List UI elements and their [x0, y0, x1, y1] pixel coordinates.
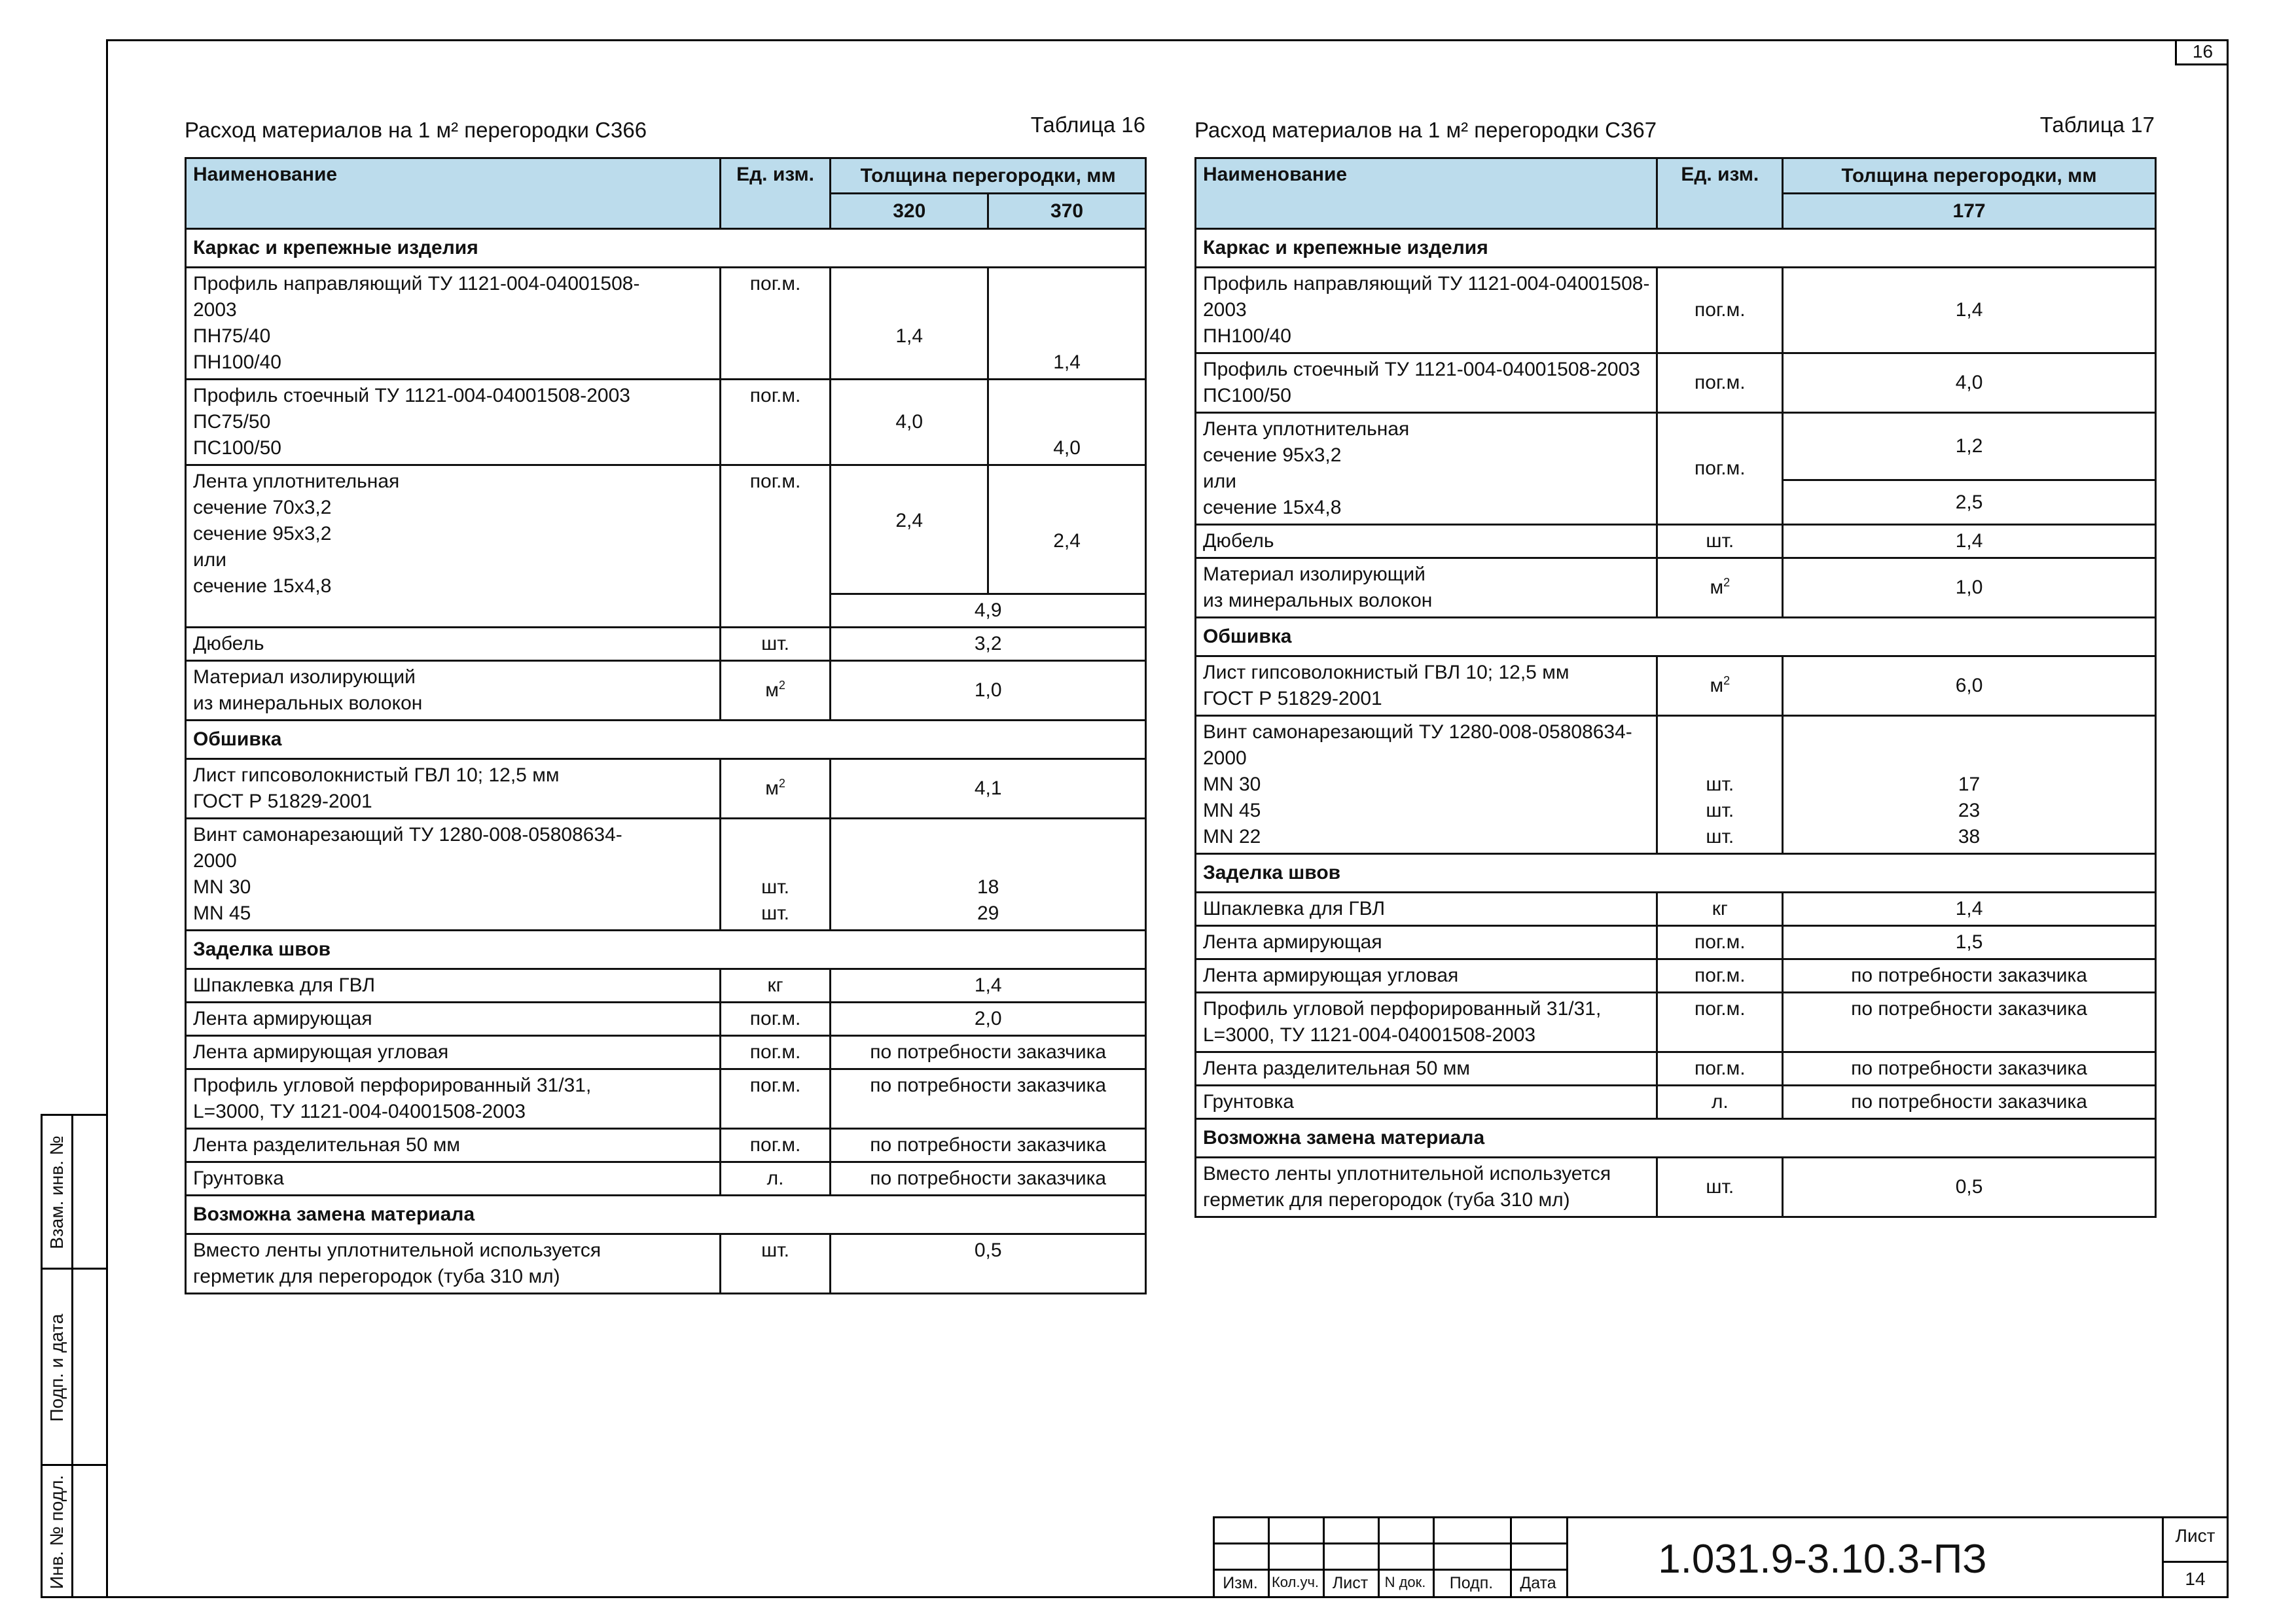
th-177: 177 [1783, 194, 2156, 229]
table-row [1196, 413, 2156, 480]
row-value-a: 1,2 [1783, 413, 2156, 480]
stamp-header-podp: Подп. [1449, 1574, 1494, 1592]
table-row [186, 1162, 1146, 1196]
row-name: Лента разделительная 50 мм [186, 1129, 721, 1162]
table-row [1196, 656, 2156, 716]
table16-number: Таблица 16 [1030, 113, 1145, 137]
table17 [1194, 157, 2157, 1218]
table-row [1196, 993, 2156, 1052]
row-unit: кг [720, 969, 831, 1003]
row-name: Лента армирующая [186, 1003, 721, 1036]
section-zadelka: Заделка швов [186, 931, 1146, 969]
row-value: по потребности заказчика [1783, 993, 2156, 1052]
row-unit: $м^2$ [720, 661, 831, 721]
th-320: 320 [831, 194, 988, 229]
section-zadelka: Заделка швов [1196, 854, 2156, 893]
table-row [1196, 268, 2156, 353]
row-name: Лента армирующая угловая [186, 1036, 721, 1069]
th-name: Наименование [1196, 158, 1657, 229]
row-unit: л. [1657, 1086, 1783, 1119]
title-block [1213, 1516, 2229, 1598]
row-name: Шпаклевка для ГВЛ [186, 969, 721, 1003]
row-unit: $м^2$ [1657, 656, 1783, 716]
section-karkas: Каркас и крепежные изделия [186, 229, 1146, 268]
row-value-370: 1,4 [988, 268, 1146, 380]
row-name: Дюбель [186, 628, 721, 661]
row-unit: шт. [1657, 1158, 1783, 1217]
table-row [186, 661, 1146, 721]
row-unit: пог.м. [1657, 993, 1783, 1052]
row-name: Вместо ленты уплотнительной используется герметик для перегородок (туба 310 мл) [1196, 1158, 1657, 1217]
table-row [186, 1069, 1146, 1129]
table-row [1196, 716, 2156, 854]
row-value-320: 4,0 [831, 380, 988, 465]
row-unit: пог.м. [1657, 1052, 1783, 1086]
row-value: 1,4 [831, 969, 1146, 1003]
row-unit: пог.м. [720, 380, 831, 465]
table17-number: Таблица 17 [2039, 113, 2155, 137]
th-unit: Ед. изм. [720, 158, 831, 229]
table-row [186, 1129, 1146, 1162]
row-name: Материал изолирующий из минеральных волокон [186, 661, 721, 721]
row-unit: шт. [720, 628, 831, 661]
stamp-header-data: Дата [1520, 1574, 1556, 1592]
table-row [1196, 525, 2156, 558]
row-unit: пог.м. [1657, 926, 1783, 959]
stamp-header-izm: Изм. [1223, 1574, 1258, 1592]
row-value: 1,4 [1783, 268, 2156, 353]
section-zamena: Возможна замена материала [1196, 1119, 2156, 1158]
row-value: 1,5 [1783, 926, 2156, 959]
side-cell-inv [43, 1466, 106, 1598]
row-value-b: 2,5 [1783, 480, 2156, 525]
side-cell-podp [43, 1270, 106, 1466]
row-unit: шт. [1657, 525, 1783, 558]
row-name: Лента разделительная 50 мм [1196, 1052, 1657, 1086]
table-row [186, 465, 1146, 594]
table-row [1196, 558, 2156, 618]
row-value: 1,0 [831, 661, 1146, 721]
table-row [186, 969, 1146, 1003]
table16 [185, 157, 1147, 1294]
row-value-320: 2,4 [831, 465, 988, 594]
row-name: Винт самонарезающий ТУ 1280-008-05808634- 2000 MN 30 MN 45 MN 22 [1196, 716, 1657, 854]
stamp-header-list: Лист [1332, 1574, 1369, 1592]
row-value: по потребности заказчика [1783, 1086, 2156, 1119]
stamp-header-koluch: Кол.уч. [1271, 1574, 1319, 1590]
row-value: 0,5 [1783, 1158, 2156, 1217]
row-unit: пог.м. [720, 1129, 831, 1162]
section-zamena: Возможна замена материала [186, 1196, 1146, 1234]
row-value: 2,0 [831, 1003, 1146, 1036]
row-unit: пог.м. [720, 1069, 831, 1129]
page-number: 16 [2175, 39, 2229, 65]
document-code: 1.031.9-3.10.3-ПЗ [1566, 1516, 2077, 1598]
table-row [1196, 1052, 2156, 1086]
row-value: 17 23 38 [1783, 716, 2156, 854]
table-row [186, 628, 1146, 661]
row-name: Профиль стоечный ТУ 1121-004-04001508-2003 ПС100/50 [1196, 353, 1657, 413]
row-name: Дюбель [1196, 525, 1657, 558]
table-row [1196, 959, 2156, 993]
stamp-header-ndok: N док. [1384, 1574, 1426, 1590]
row-unit: пог.м. [1657, 959, 1783, 993]
th-370: 370 [988, 194, 1146, 229]
row-value: по потребности заказчика [831, 1069, 1146, 1129]
row-name: Профиль угловой перфорированный 31/31, L=3000, ТУ 1121-004-04001508-2003 [1196, 993, 1657, 1052]
table16-title: Расход материалов на 1 м² перегородки С366 [185, 118, 647, 142]
row-value: 6,0 [1783, 656, 2156, 716]
row-unit: пог.м. [720, 465, 831, 628]
row-value: 0,5 [831, 1234, 1146, 1294]
row-name: Лента армирующая [1196, 926, 1657, 959]
table-row [186, 1234, 1146, 1294]
row-unit: шт. [720, 1234, 831, 1294]
row-value: 1,0 [1783, 558, 2156, 618]
side-label-inv: Инв. № подл. [46, 1474, 67, 1590]
row-value: по потребности заказчика [831, 1036, 1146, 1069]
row-name: Материал изолирующий из минеральных волокон [1196, 558, 1657, 618]
row-name: Шпаклевка для ГВЛ [1196, 893, 1657, 926]
th-thickness: Толщина перегородки, мм [1783, 158, 2156, 194]
row-unit: пог.м. [720, 1036, 831, 1069]
row-value: по потребности заказчика [831, 1162, 1146, 1196]
row-value-370: 2,4 [988, 465, 1146, 594]
sheet-box [2077, 1516, 2229, 1598]
row-value: 3,2 [831, 628, 1146, 661]
row-unit: шт. шт. шт. [1657, 716, 1783, 854]
side-cell-vzam [43, 1116, 106, 1270]
row-value-370: 4,0 [988, 380, 1146, 465]
row-unit: $м^2$ [1657, 558, 1783, 618]
row-unit: л. [720, 1162, 831, 1196]
row-value: 4,0 [1783, 353, 2156, 413]
row-name: Лента уплотнительная сечение 95х3,2 или сечение 15х4,8 [1196, 413, 1657, 525]
section-obshivka: Обшивка [1196, 618, 2156, 656]
row-value: по потребности заказчика [831, 1129, 1146, 1162]
th-name: Наименование [186, 158, 721, 229]
side-stamp [41, 1114, 106, 1598]
row-name: Винт самонарезающий ТУ 1280-008-05808634- 2000 MN 30 MN 45 [186, 819, 721, 931]
table-row [186, 1036, 1146, 1069]
table-row [1196, 926, 2156, 959]
row-unit: $м^2$ [720, 759, 831, 819]
row-unit: пог.м. [720, 1003, 831, 1036]
sheet-number: 14 [2185, 1569, 2206, 1589]
row-name: Профиль стоечный ТУ 1121-004-04001508-2003 ПС75/50 ПС100/50 [186, 380, 721, 465]
table-row [186, 759, 1146, 819]
table17-title: Расход материалов на 1 м² перегородки С367 [1194, 118, 1657, 142]
table-row [186, 1003, 1146, 1036]
row-value: 1,4 [1783, 893, 2156, 926]
row-name: Профиль угловой перфорированный 31/31, L=3000, ТУ 1121-004-04001508-2003 [186, 1069, 721, 1129]
table-row [1196, 353, 2156, 413]
table-row [1196, 1158, 2156, 1217]
sheet-label: Лист [2175, 1525, 2215, 1546]
row-name: Лента уплотнительная сечение 70х3,2 сечение 95х3,2 или сечение 15х4,8 [186, 465, 721, 628]
row-name: Вместо ленты уплотнительной используется герметик для перегородок (туба 310 мл) [186, 1234, 721, 1294]
row-name: Профиль направляющий ТУ 1121-004-04001508- 2003 ПН100/40 [1196, 268, 1657, 353]
th-unit: Ед. изм. [1657, 158, 1783, 229]
row-value: 18 29 [831, 819, 1146, 931]
row-unit: кг [1657, 893, 1783, 926]
table-row [186, 268, 1146, 380]
row-name: Профиль направляющий ТУ 1121-004-04001508- 2003 ПН75/40 ПН100/40 [186, 268, 721, 380]
row-name: Грунтовка [186, 1162, 721, 1196]
row-unit: шт. шт. [720, 819, 831, 931]
row-value-320: 1,4 [831, 268, 988, 380]
row-unit: пог.м. [1657, 413, 1783, 525]
table-row [186, 819, 1146, 931]
row-value-both: 4,9 [831, 594, 1146, 628]
row-value: по потребности заказчика [1783, 1052, 2156, 1086]
table-row [1196, 893, 2156, 926]
row-name: Лист гипсоволокнистый ГВЛ 10; 12,5 мм ГОСТ Р 51829-2001 [1196, 656, 1657, 716]
row-unit: пог.м. [1657, 268, 1783, 353]
table-row [1196, 1086, 2156, 1119]
side-label-podp: Подп. и дата [46, 1313, 67, 1422]
row-value: 1,4 [1783, 525, 2156, 558]
row-value: по потребности заказчика [1783, 959, 2156, 993]
row-name: Лента армирующая угловая [1196, 959, 1657, 993]
section-obshivka: Обшивка [186, 721, 1146, 759]
th-thickness: Толщина перегородки, мм [831, 158, 1146, 194]
table-row [186, 380, 1146, 465]
side-label-vzam: Взам. инв. № [46, 1135, 67, 1249]
row-unit: пог.м. [1657, 353, 1783, 413]
row-unit: пог.м. [720, 268, 831, 380]
row-name: Грунтовка [1196, 1086, 1657, 1119]
row-name: Лист гипсоволокнистый ГВЛ 10; 12,5 мм ГОСТ Р 51829-2001 [186, 759, 721, 819]
section-karkas: Каркас и крепежные изделия [1196, 229, 2156, 268]
row-value: 4,1 [831, 759, 1146, 819]
